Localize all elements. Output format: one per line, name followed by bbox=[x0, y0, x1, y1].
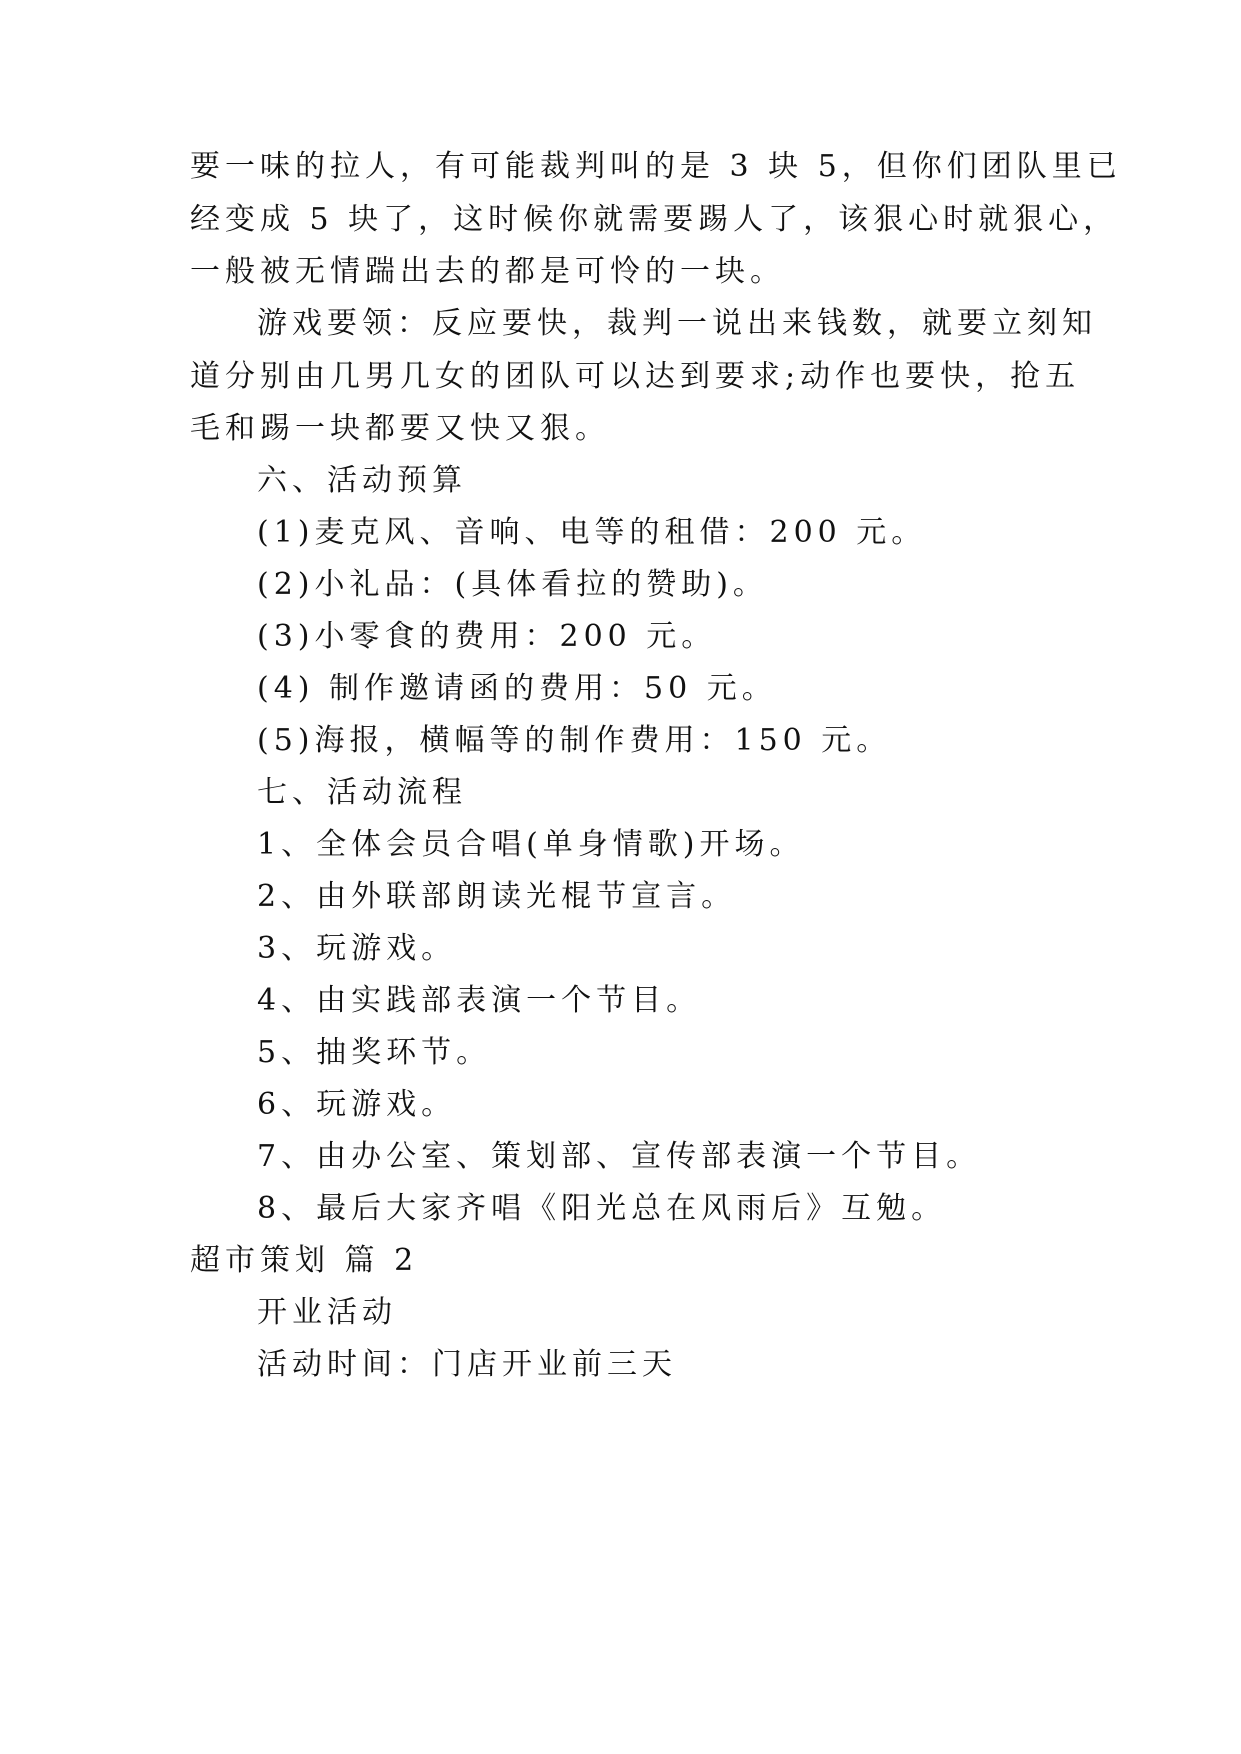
budget-item: (3)小零食的费用：200 元。 bbox=[257, 619, 717, 654]
budget-item: (4) 制作邀请函的费用：50 元。 bbox=[257, 671, 777, 706]
process-item: 5、抽奖环节。 bbox=[257, 1035, 492, 1070]
process-item: 6、玩游戏。 bbox=[257, 1087, 457, 1122]
budget-item: (1)麦克风、音响、电等的租借：200 元。 bbox=[257, 515, 927, 550]
paragraph-line: 要一味的拉人，有可能裁判叫的是 3 块 5，但你们团队里已 bbox=[190, 149, 1122, 184]
paragraph-line: 经变成 5 块了，这时候你就需要踢人了，该狠心时就狠心， bbox=[190, 202, 1119, 237]
paragraph-line: 游戏要领：反应要快，裁判一说出来钱数，就要立刻知 bbox=[257, 306, 1097, 341]
section-heading: 六、活动预算 bbox=[257, 463, 467, 498]
process-item: 7、由办公室、策划部、宣传部表演一个节目。 bbox=[257, 1139, 982, 1174]
budget-item: (2)小礼品：(具体看拉的赞助)。 bbox=[257, 567, 768, 602]
paragraph-line: 活动时间：门店开业前三天 bbox=[257, 1347, 677, 1382]
process-item: 1、全体会员合唱(单身情歌)开场。 bbox=[257, 827, 805, 862]
paragraph-line: 毛和踢一块都要又快又狠。 bbox=[190, 411, 610, 446]
section-heading: 七、活动流程 bbox=[257, 775, 467, 810]
process-item: 4、由实践部表演一个节目。 bbox=[257, 983, 702, 1018]
paragraph-line: 一般被无情踹出去的都是可怜的一块。 bbox=[190, 254, 785, 289]
process-item: 8、最后大家齐唱《阳光总在风雨后》互勉。 bbox=[257, 1191, 947, 1226]
paragraph-line: 道分别由几男几女的团队可以达到要求;动作也要快，抢五 bbox=[190, 359, 1081, 394]
process-item: 2、由外联部朗读光棍节宣言。 bbox=[257, 879, 737, 914]
article-heading: 超市策划 篇 2 bbox=[190, 1243, 419, 1278]
budget-item: (5)海报，横幅等的制作费用：150 元。 bbox=[257, 723, 892, 758]
section-heading: 开业活动 bbox=[257, 1295, 397, 1330]
process-item: 3、玩游戏。 bbox=[257, 931, 457, 966]
